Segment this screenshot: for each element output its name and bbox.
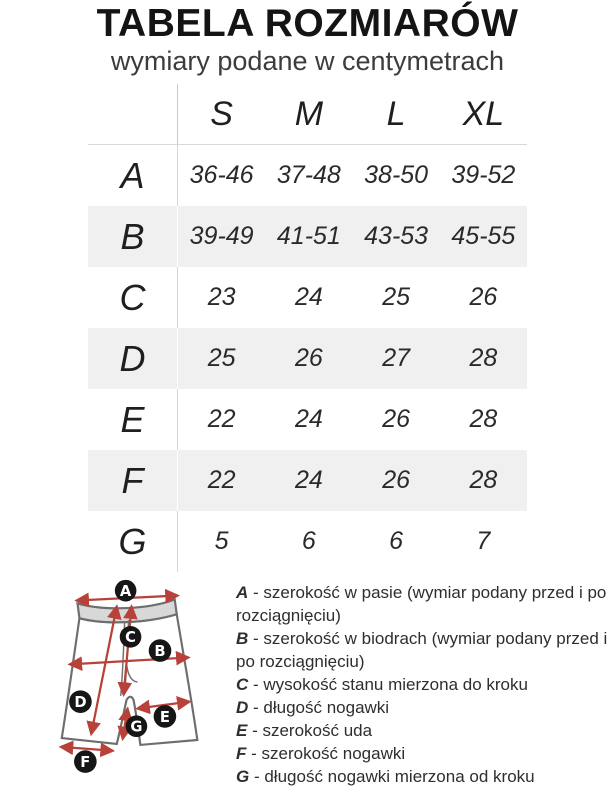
- table-cell: 26: [294, 344, 323, 372]
- page-title: TABELA ROZMIARÓW: [96, 2, 519, 45]
- table-row: [88, 511, 527, 572]
- badge-c-label: C: [125, 629, 136, 647]
- arrow-f: [61, 747, 113, 751]
- table-cell: 28: [469, 405, 498, 433]
- column-header-m: M: [294, 94, 324, 133]
- table-cell: 27: [382, 344, 411, 372]
- legend-letter: A: [236, 583, 249, 602]
- row-label: G: [118, 520, 147, 562]
- size-table: [88, 84, 527, 572]
- table-cell: 26: [469, 283, 498, 311]
- table-cell: 5: [214, 527, 229, 555]
- legend-sep: -: [247, 721, 263, 740]
- table-row: [88, 267, 527, 328]
- table-cell: 6: [389, 527, 404, 555]
- legend-letter: B: [236, 629, 249, 648]
- legend-sep: -: [248, 698, 264, 717]
- legend-text: długość nogawki mierzona od kroku: [264, 767, 535, 786]
- table-cell: 7: [476, 527, 491, 555]
- row-label: F: [88, 450, 177, 511]
- column-header-l: L: [386, 94, 406, 133]
- legend-letter: C: [236, 675, 249, 694]
- table-cell: 36-46: [189, 161, 254, 189]
- waistband: [77, 599, 176, 622]
- table-cell: 26: [382, 466, 411, 494]
- table-corner: [88, 84, 177, 144]
- table-cell: 6: [301, 527, 316, 555]
- legend-sep: -: [249, 767, 265, 786]
- table-row: [88, 450, 527, 511]
- legend-text: wysokość stanu mierzona do kroku: [263, 675, 528, 694]
- table-cell: 24: [294, 283, 323, 311]
- table-cell: 45-55: [451, 222, 516, 250]
- table-cell: 25: [207, 344, 236, 372]
- legend-text: szerokość nogawki: [261, 744, 406, 763]
- table-cell: 25: [382, 283, 411, 311]
- table-cell: 37-48: [276, 161, 341, 189]
- page-subtitle: wymiary podane w centymetrach: [110, 46, 505, 76]
- legend-letter: F: [236, 744, 247, 763]
- legend-letter: G: [236, 767, 250, 786]
- legend-letter: E: [236, 721, 248, 740]
- row-label: C: [119, 276, 146, 318]
- legend-text: szerokość w biodrach (wymiar podany przed i po rozciągnięciu): [236, 629, 608, 671]
- table-cell: 28: [469, 344, 498, 372]
- badge-d-label: D: [74, 694, 87, 712]
- legend-sep: -: [246, 744, 262, 763]
- row-label: D: [88, 328, 177, 389]
- table-cell: 22: [207, 466, 236, 494]
- legend-item: [236, 581, 612, 627]
- badge-g-label: G: [130, 718, 143, 736]
- legend-sep: -: [248, 629, 264, 648]
- legend-sep: -: [248, 583, 264, 602]
- table-cell: 23: [207, 283, 236, 311]
- table-cell: 26: [382, 405, 411, 433]
- row-label: E: [120, 398, 145, 440]
- table-header-row: [88, 84, 527, 145]
- legend-text: szerokość w pasie (wymiar podany przed i po rozciągnięciu): [236, 583, 607, 625]
- badge-e-label: E: [159, 708, 170, 726]
- table-cell: 28: [469, 466, 498, 494]
- legend-item: [236, 742, 612, 765]
- badge-f-label: F: [80, 754, 91, 771]
- table-row: [88, 328, 527, 389]
- legend-item: [236, 696, 612, 719]
- table-cell: 39-49: [189, 222, 254, 250]
- legend-item: [236, 765, 612, 788]
- table-cell: 22: [207, 405, 236, 433]
- row-label: B: [88, 206, 177, 267]
- column-header-xl: XL: [462, 94, 505, 133]
- table-row: [88, 206, 527, 267]
- shorts-measurement-diagram: [34, 571, 231, 795]
- measurement-legend: [236, 581, 612, 788]
- legend-sep: -: [248, 675, 264, 694]
- badge-b-label: B: [154, 642, 166, 660]
- legend-text: długość nogawki: [263, 698, 390, 717]
- table-row: [88, 389, 527, 450]
- table-cell: 24: [294, 466, 323, 494]
- table-cell: 43-53: [364, 222, 429, 250]
- row-label: A: [120, 154, 145, 196]
- table-row: [88, 145, 527, 206]
- legend-item: [236, 673, 612, 696]
- table-cell: 41-51: [276, 222, 341, 250]
- badge-a-label: A: [119, 583, 132, 601]
- column-header-s: S: [210, 94, 233, 133]
- legend-letter: D: [236, 698, 249, 717]
- table-cell: 24: [294, 405, 323, 433]
- table-cell: 39-52: [451, 161, 516, 189]
- legend-item: [236, 719, 612, 742]
- legend-text: szerokość uda: [262, 721, 373, 740]
- legend-item: [236, 627, 612, 673]
- table-cell: 38-50: [364, 161, 429, 189]
